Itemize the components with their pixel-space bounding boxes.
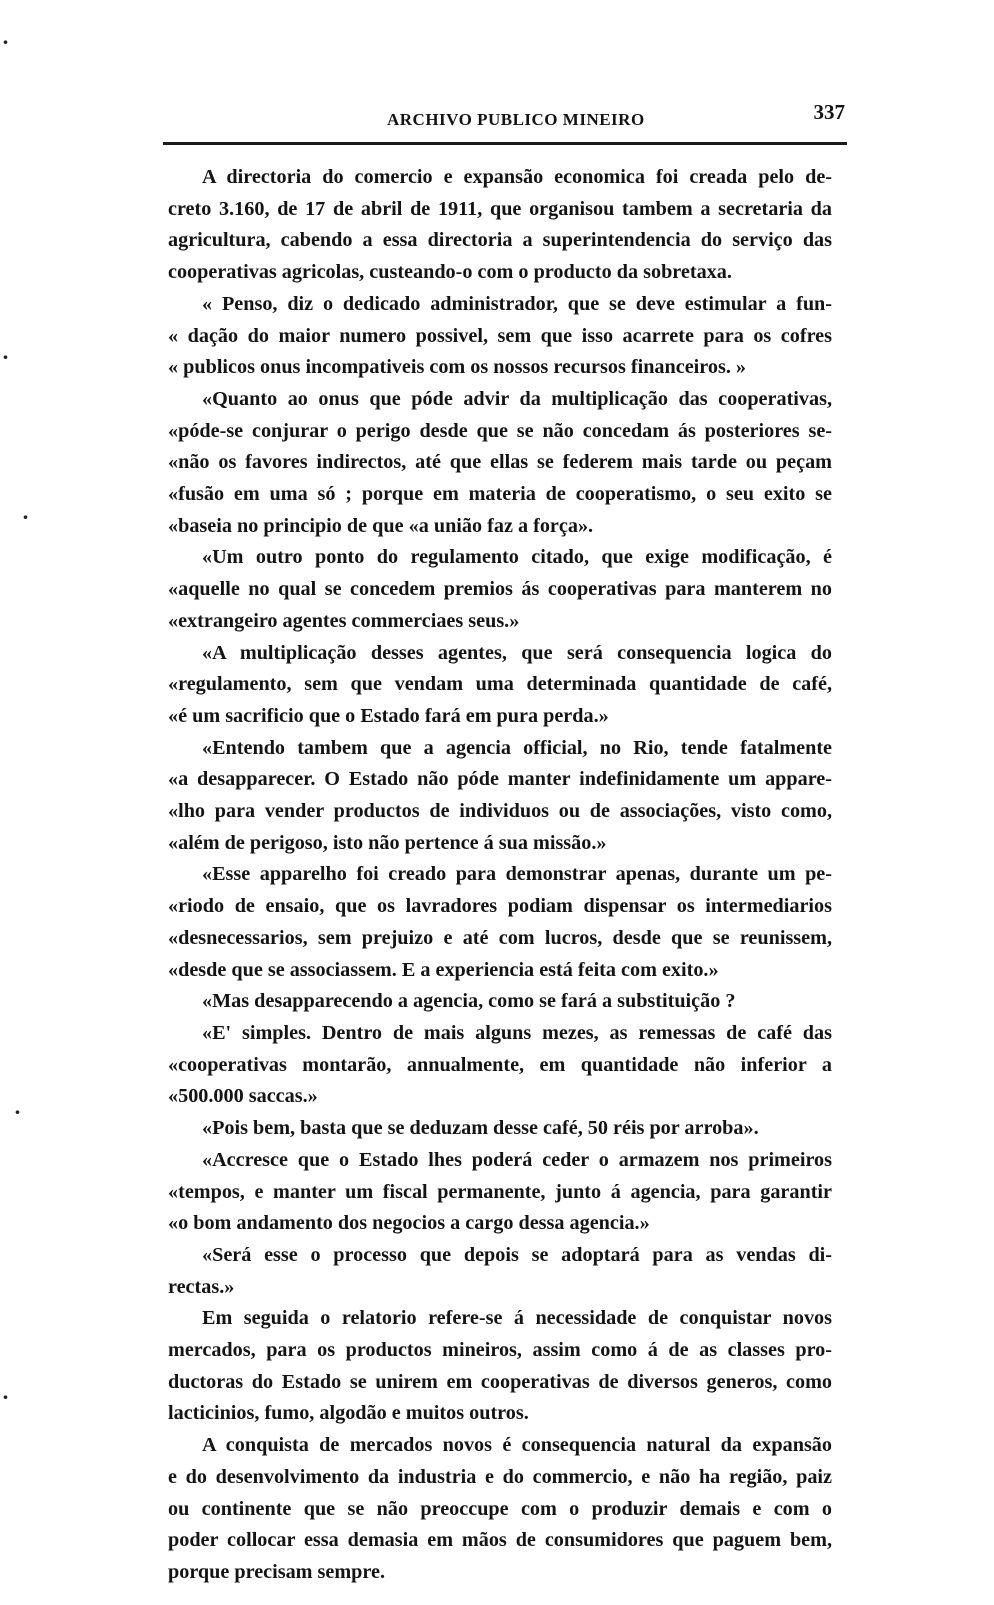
text-line: «Esse apparelho foi creado para demonstrar apenas, durante um pe-	[202, 863, 832, 886]
running-title: ARCHIVO PUBLICO MINEIRO	[387, 110, 645, 129]
paragraph	[168, 859, 832, 986]
text-line: «500.000 saccas.»	[168, 1085, 318, 1108]
text-line: «tempos, e manter um fiscal permanente, junto á agencia, para garantir	[168, 1180, 832, 1203]
text-line: « publicos onus incompativeis com os nossos recursos financeiros. »	[168, 356, 747, 379]
text-line: «lho para vender productos de individuos ou de associações, visto como,	[168, 800, 832, 823]
margin-mark: ·	[2, 1385, 9, 1409]
text-line: «extrangeiro agentes commerciaes seus.»	[168, 609, 520, 632]
text-line: « dação do maior numero possivel, sem que isso acarrete para os cofres	[168, 324, 832, 347]
text-line: A conquista de mercados novos é consequencia natural da expansão	[202, 1434, 832, 1457]
text-line: «além de perigoso, isto não pertence á sua missão.»	[168, 831, 607, 854]
paragraph	[168, 542, 832, 637]
text-line: «cooperativas montarão, annualmente, em quantidade não inferior a	[168, 1053, 832, 1076]
text-line: porque precisam sempre.	[168, 1560, 386, 1583]
text-line: lacticinios, fumo, algodão e muitos outros.	[168, 1402, 529, 1425]
text-line: poder collocar essa demasia em mãos de consumidores que paguem bem,	[168, 1529, 832, 1552]
text-line: «o bom andamento dos negocios a cargo dessa agencia.»	[168, 1212, 650, 1235]
text-line: cooperativas agricolas, custeando-o com o producto da sobretaxa.	[168, 261, 732, 284]
article-body	[168, 162, 832, 1589]
page-number: 337	[813, 100, 845, 124]
text-line: «é um sacrificio que o Estado fará em pura perda.»	[168, 704, 609, 727]
text-line: «não os favores indirectos, até que ellas se federem mais tarde ou peçam	[168, 451, 832, 474]
paragraph	[168, 986, 832, 1018]
text-line: «fusão em uma só ; porque em materia de cooperatismo, o seu exito se	[168, 483, 832, 506]
paragraph	[168, 1113, 832, 1145]
margin-mark: ·	[2, 345, 9, 369]
text-line: «desde que se associassem. E a experiencia está feita com exito.»	[168, 958, 719, 981]
page-header	[165, 100, 845, 140]
text-line: «Pois bem, basta que se deduzam desse café, 50 réis por arroba».	[202, 1117, 759, 1140]
text-line: e do desenvolvimento da industria e do commercio, e não ha região, paiz	[168, 1465, 832, 1488]
paragraph	[168, 162, 832, 289]
paragraph	[168, 1430, 832, 1589]
margin-mark: ·	[2, 30, 9, 54]
text-line: «Será esse o processo que depois se adoptará para as vendas di-	[202, 1243, 832, 1266]
text-line: creto 3.160, de 17 de abril de 1911, que organisou tambem a secretaria da	[168, 197, 832, 220]
text-line: agricultura, cabendo a essa directoria a superintendencia do serviço das	[168, 229, 832, 252]
text-line: mercados, para os productos mineiros, assim como á de as classes pro-	[168, 1339, 832, 1362]
paragraph	[168, 384, 832, 543]
text-line: «aquelle no qual se concedem premios ás cooperativas para manterem no	[168, 578, 832, 601]
text-line: ductoras do Estado se unirem em cooperativas de diversos generos, como	[168, 1370, 832, 1393]
text-line: «desnecessarios, sem prejuizo e até com lucros, desde que se reunissem,	[168, 926, 832, 949]
paragraph	[168, 289, 832, 384]
text-line: «riodo de ensaio, que os lavradores podiam dispensar os intermediarios	[168, 895, 832, 918]
paragraph	[168, 1145, 832, 1240]
paragraph	[168, 733, 832, 860]
text-line: «Um outro ponto do regulamento citado, que exige modificação, é	[202, 546, 832, 569]
text-line: «Mas desapparecendo a agencia, como se fará a substituição ?	[202, 990, 736, 1013]
text-line: «Entendo tambem que a agencia official, no Rio, tende fatalmente	[202, 736, 832, 759]
text-line: «E' simples. Dentro de mais alguns mezes, as remessas de café das	[202, 1021, 832, 1044]
text-line: « Penso, diz o dedicado administrador, que se deve estimular a fun-	[202, 292, 832, 315]
text-line: «regulamento, sem que vendam uma determinada quantidade de café,	[168, 673, 832, 696]
paragraph	[168, 1240, 832, 1303]
margin-mark: ·	[14, 1100, 21, 1124]
text-line: «Quanto ao onus que póde advir da multiplicação das cooperativas,	[202, 387, 832, 410]
text-line: ou continente que se não preoccupe com o produzir demais e com o	[168, 1497, 832, 1520]
paragraph	[168, 1018, 832, 1113]
text-line: «Accresce que o Estado lhes poderá ceder o armazem nos primeiros	[202, 1148, 832, 1171]
text-line: rectas.»	[168, 1275, 235, 1298]
text-line: «A multiplicação desses agentes, que será consequencia logica do	[202, 641, 832, 664]
paragraph	[168, 1303, 832, 1430]
text-line: Em seguida o relatorio refere-se á necessidade de conquistar novos	[202, 1307, 832, 1330]
text-line: A directoria do comercio e expansão economica foi creada pelo de-	[202, 166, 832, 188]
text-line: «póde-se conjurar o perigo desde que se não concedam ás posteriores se-	[168, 419, 832, 442]
header-rule	[163, 142, 847, 145]
paragraph	[168, 638, 832, 733]
margin-mark: ·	[22, 505, 29, 529]
text-line: «a desapparecer. O Estado não póde manter indefinidamente um appare-	[168, 768, 832, 791]
text-line: «baseia no principio de que «a união faz a força».	[168, 514, 594, 537]
